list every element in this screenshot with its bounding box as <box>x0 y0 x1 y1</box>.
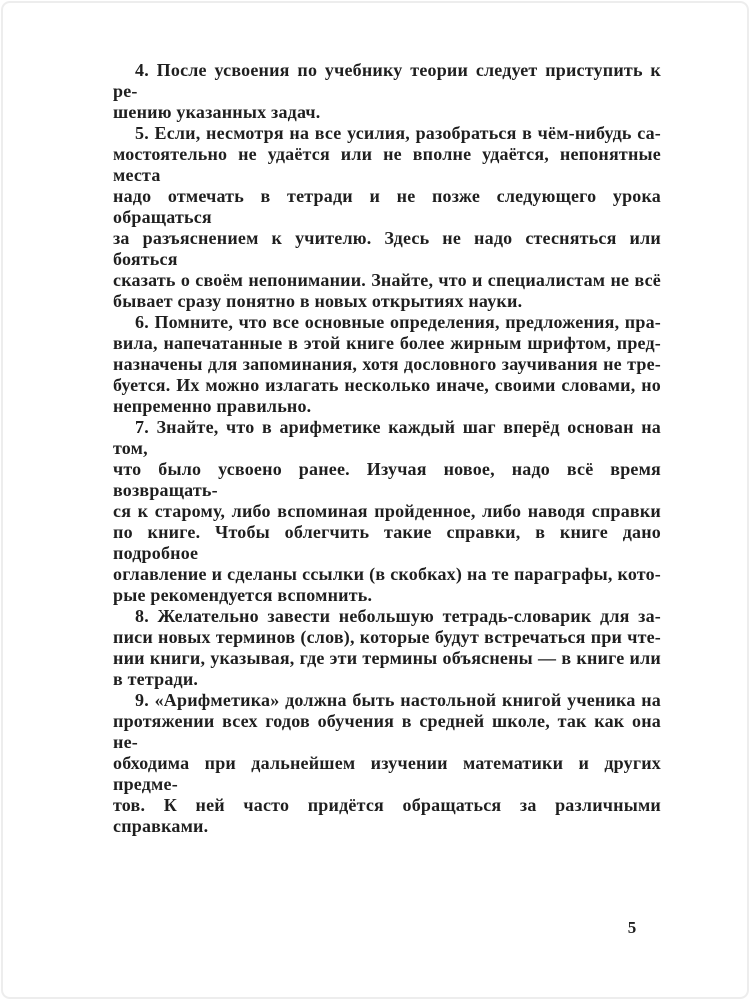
text-line: шению указанных задач. <box>113 102 321 122</box>
paragraph-4 <box>113 60 661 123</box>
text-line: за разъяснением к учителю. Здесь не надо стесняться или бояться <box>113 228 661 269</box>
text-line: в тетради. <box>113 669 199 689</box>
text-line: сказать о своём непонимании. Знайте, что и специалистам не всё <box>113 270 661 290</box>
text-line: назначены для запоминания, хотя дословного заучивания не тре- <box>113 354 661 374</box>
paragraph-7 <box>113 417 661 606</box>
text-line: писи новых терминов (слов), которые будут встречаться при чте- <box>113 627 661 647</box>
page-number: 5 <box>627 918 637 937</box>
text-line: 5. Если, несмотря на все усилия, разобраться в чём-нибудь са- <box>135 123 661 143</box>
text-line: надо отмечать в тетради и не позже следующего урока обращаться <box>113 186 661 227</box>
paragraph-9 <box>113 690 661 837</box>
paragraph-5 <box>113 123 661 312</box>
text-line: буется. Их можно излагать несколько иначе, своими словами, но <box>113 375 661 395</box>
text-line: что было усвоено ранее. Изучая новое, надо всё время возвращать- <box>113 459 661 500</box>
text-line: ся к старому, либо вспоминая пройденное, либо наводя справки <box>113 501 661 521</box>
text-line: 8. Желательно завести небольшую тетрадь-словарик для за- <box>135 606 661 626</box>
text-line: вила, напечатанные в этой книге более жирным шрифтом, пред- <box>113 333 661 353</box>
text-line: 4. После усвоения по учебнику теории следует приступить к ре- <box>113 60 661 101</box>
text-line: нии книги, указывая, где эти термины объяснены — в книге или <box>113 648 661 668</box>
text-line: 6. Помните, что все основные определения, предложения, пра- <box>135 312 661 332</box>
text-line: оглавление и сделаны ссылки (в скобках) на те параграфы, кото- <box>113 564 661 584</box>
text-line: рые рекомендуется вспомнить. <box>113 585 373 605</box>
text-line: 9. «Арифметика» должна быть настольной книгой ученика на <box>135 690 661 710</box>
text-line: протяжении всех годов обучения в средней школе, так как она не- <box>113 711 661 752</box>
text-line: мостоятельно не удаётся или не вполне удаётся, непонятные места <box>113 144 661 185</box>
paragraph-6 <box>113 312 661 417</box>
text-line: 7. Знайте, что в арифметике каждый шаг вперёд основан на том, <box>113 417 661 458</box>
text-line: бывает сразу понятно в новых открытиях науки. <box>113 291 523 311</box>
text-block <box>113 60 661 837</box>
text-line: обходима при дальнейшем изучении математики и других предме- <box>113 753 661 794</box>
text-line: по книге. Чтобы облегчить такие справки, в книге дано подробное <box>113 522 661 563</box>
text-line: непременно правильно. <box>113 396 312 416</box>
text-line: тов. К ней часто придётся обращаться за различными справками. <box>113 795 661 836</box>
paragraph-8 <box>113 606 661 690</box>
